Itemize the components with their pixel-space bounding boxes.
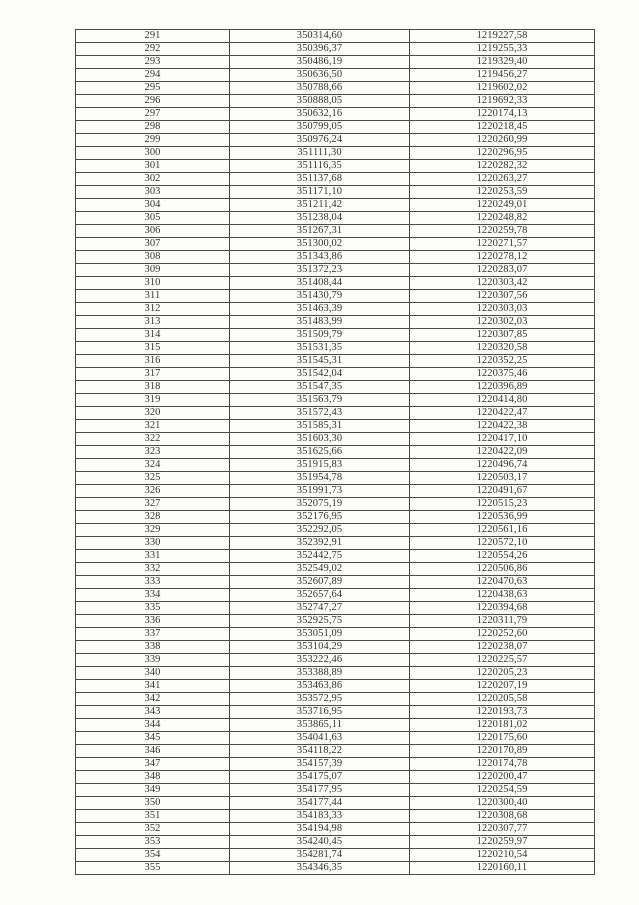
- point-number-cell: 349: [76, 784, 230, 797]
- y-coordinate-cell: 1220174,13: [410, 108, 595, 121]
- table-row: [76, 264, 595, 277]
- table-row: [76, 524, 595, 537]
- x-coordinate-cell: 352075,19: [230, 498, 410, 511]
- table-row: [76, 862, 595, 875]
- coordinate-table: [75, 29, 595, 875]
- point-number-cell: 294: [76, 69, 230, 82]
- point-number-cell: 344: [76, 719, 230, 732]
- point-number-cell: 311: [76, 290, 230, 303]
- y-coordinate-cell: 1220174,78: [410, 758, 595, 771]
- table-row: [76, 108, 595, 121]
- x-coordinate-cell: 352747,27: [230, 602, 410, 615]
- y-coordinate-cell: 1220225,57: [410, 654, 595, 667]
- x-coordinate-cell: 350486,19: [230, 56, 410, 69]
- y-coordinate-cell: 1219255,33: [410, 43, 595, 56]
- x-coordinate-cell: 352549,02: [230, 563, 410, 576]
- y-coordinate-cell: 1220278,12: [410, 251, 595, 264]
- table-row: [76, 277, 595, 290]
- y-coordinate-cell: 1219227,58: [410, 30, 595, 43]
- table-row: [76, 329, 595, 342]
- table-row: [76, 628, 595, 641]
- x-coordinate-cell: 353388,89: [230, 667, 410, 680]
- x-coordinate-cell: 351267,31: [230, 225, 410, 238]
- point-number-cell: 354: [76, 849, 230, 862]
- y-coordinate-cell: 1220248,82: [410, 212, 595, 225]
- x-coordinate-cell: 351408,44: [230, 277, 410, 290]
- x-coordinate-cell: 351343,86: [230, 251, 410, 264]
- y-coordinate-cell: 1220438,63: [410, 589, 595, 602]
- table-row: [76, 69, 595, 82]
- x-coordinate-cell: 351430,79: [230, 290, 410, 303]
- point-number-cell: 297: [76, 108, 230, 121]
- x-coordinate-cell: 351300,02: [230, 238, 410, 251]
- coordinate-table-body: [76, 30, 595, 875]
- point-number-cell: 314: [76, 329, 230, 342]
- point-number-cell: 320: [76, 407, 230, 420]
- point-number-cell: 306: [76, 225, 230, 238]
- y-coordinate-cell: 1220300,40: [410, 797, 595, 810]
- x-coordinate-cell: 354175,07: [230, 771, 410, 784]
- x-coordinate-cell: 354194,98: [230, 823, 410, 836]
- x-coordinate-cell: 351603,30: [230, 433, 410, 446]
- y-coordinate-cell: 1220302,03: [410, 316, 595, 329]
- table-row: [76, 160, 595, 173]
- point-number-cell: 353: [76, 836, 230, 849]
- x-coordinate-cell: 351483,99: [230, 316, 410, 329]
- point-number-cell: 316: [76, 355, 230, 368]
- x-coordinate-cell: 351137,68: [230, 173, 410, 186]
- table-row: [76, 654, 595, 667]
- y-coordinate-cell: 1220254,59: [410, 784, 595, 797]
- y-coordinate-cell: 1220263,27: [410, 173, 595, 186]
- x-coordinate-cell: 351372,23: [230, 264, 410, 277]
- table-row: [76, 199, 595, 212]
- x-coordinate-cell: 352607,89: [230, 576, 410, 589]
- x-coordinate-cell: 351563,79: [230, 394, 410, 407]
- point-number-cell: 348: [76, 771, 230, 784]
- point-number-cell: 300: [76, 147, 230, 160]
- y-coordinate-cell: 1219692,33: [410, 95, 595, 108]
- table-row: [76, 823, 595, 836]
- x-coordinate-cell: 352292,05: [230, 524, 410, 537]
- table-row: [76, 316, 595, 329]
- table-row: [76, 563, 595, 576]
- x-coordinate-cell: 354183,33: [230, 810, 410, 823]
- y-coordinate-cell: 1220554,26: [410, 550, 595, 563]
- point-number-cell: 352: [76, 823, 230, 836]
- y-coordinate-cell: 1220160,11: [410, 862, 595, 875]
- y-coordinate-cell: 1220536,99: [410, 511, 595, 524]
- point-number-cell: 310: [76, 277, 230, 290]
- y-coordinate-cell: 1220271,57: [410, 238, 595, 251]
- y-coordinate-cell: 1220417,10: [410, 433, 595, 446]
- point-number-cell: 347: [76, 758, 230, 771]
- x-coordinate-cell: 351585,31: [230, 420, 410, 433]
- x-coordinate-cell: 351463,39: [230, 303, 410, 316]
- y-coordinate-cell: 1220375,46: [410, 368, 595, 381]
- y-coordinate-cell: 1220207,19: [410, 680, 595, 693]
- point-number-cell: 339: [76, 654, 230, 667]
- point-number-cell: 330: [76, 537, 230, 550]
- y-coordinate-cell: 1220260,99: [410, 134, 595, 147]
- point-number-cell: 305: [76, 212, 230, 225]
- x-coordinate-cell: 351171,10: [230, 186, 410, 199]
- point-number-cell: 296: [76, 95, 230, 108]
- y-coordinate-cell: 1220470,63: [410, 576, 595, 589]
- y-coordinate-cell: 1220320,58: [410, 342, 595, 355]
- table-row: [76, 186, 595, 199]
- table-row: [76, 836, 595, 849]
- x-coordinate-cell: 350314,60: [230, 30, 410, 43]
- y-coordinate-cell: 1220506,86: [410, 563, 595, 576]
- x-coordinate-cell: 350788,66: [230, 82, 410, 95]
- y-coordinate-cell: 1220303,03: [410, 303, 595, 316]
- point-number-cell: 301: [76, 160, 230, 173]
- point-number-cell: 351: [76, 810, 230, 823]
- table-row: [76, 290, 595, 303]
- x-coordinate-cell: 352176,95: [230, 511, 410, 524]
- y-coordinate-cell: 1220561,16: [410, 524, 595, 537]
- x-coordinate-cell: 350632,16: [230, 108, 410, 121]
- point-number-cell: 302: [76, 173, 230, 186]
- y-coordinate-cell: 1220572,10: [410, 537, 595, 550]
- x-coordinate-cell: 351545,31: [230, 355, 410, 368]
- y-coordinate-cell: 1220503,17: [410, 472, 595, 485]
- x-coordinate-cell: 351111,30: [230, 147, 410, 160]
- table-row: [76, 576, 595, 589]
- x-coordinate-cell: 350976,24: [230, 134, 410, 147]
- point-number-cell: 319: [76, 394, 230, 407]
- table-row: [76, 82, 595, 95]
- y-coordinate-cell: 1220394,68: [410, 602, 595, 615]
- point-number-cell: 293: [76, 56, 230, 69]
- table-row: [76, 537, 595, 550]
- y-coordinate-cell: 1220352,25: [410, 355, 595, 368]
- x-coordinate-cell: 351991,73: [230, 485, 410, 498]
- table-row: [76, 433, 595, 446]
- table-row: [76, 212, 595, 225]
- y-coordinate-cell: 1220218,45: [410, 121, 595, 134]
- table-row: [76, 745, 595, 758]
- x-coordinate-cell: 351509,79: [230, 329, 410, 342]
- y-coordinate-cell: 1220307,56: [410, 290, 595, 303]
- table-row: [76, 368, 595, 381]
- x-coordinate-cell: 352925,75: [230, 615, 410, 628]
- y-coordinate-cell: 1220307,85: [410, 329, 595, 342]
- table-row: [76, 550, 595, 563]
- y-coordinate-cell: 1220252,60: [410, 628, 595, 641]
- table-row: [76, 420, 595, 433]
- y-coordinate-cell: 1220170,89: [410, 745, 595, 758]
- x-coordinate-cell: 354177,44: [230, 797, 410, 810]
- y-coordinate-cell: 1220193,73: [410, 706, 595, 719]
- table-row: [76, 589, 595, 602]
- table-row: [76, 810, 595, 823]
- point-number-cell: 327: [76, 498, 230, 511]
- point-number-cell: 295: [76, 82, 230, 95]
- point-number-cell: 326: [76, 485, 230, 498]
- x-coordinate-cell: 354041,63: [230, 732, 410, 745]
- x-coordinate-cell: 350636,50: [230, 69, 410, 82]
- table-row: [76, 303, 595, 316]
- y-coordinate-cell: 1220303,42: [410, 277, 595, 290]
- table-row: [76, 407, 595, 420]
- table-row: [76, 641, 595, 654]
- table-row: [76, 43, 595, 56]
- x-coordinate-cell: 354157,39: [230, 758, 410, 771]
- point-number-cell: 329: [76, 524, 230, 537]
- y-coordinate-cell: 1219456,27: [410, 69, 595, 82]
- point-number-cell: 343: [76, 706, 230, 719]
- y-coordinate-cell: 1220414,80: [410, 394, 595, 407]
- table-row: [76, 680, 595, 693]
- point-number-cell: 331: [76, 550, 230, 563]
- table-row: [76, 511, 595, 524]
- y-coordinate-cell: 1219329,40: [410, 56, 595, 69]
- y-coordinate-cell: 1219602,02: [410, 82, 595, 95]
- table-row: [76, 485, 595, 498]
- table-row: [76, 706, 595, 719]
- point-number-cell: 328: [76, 511, 230, 524]
- y-coordinate-cell: 1220496,74: [410, 459, 595, 472]
- y-coordinate-cell: 1220205,23: [410, 667, 595, 680]
- x-coordinate-cell: 351954,78: [230, 472, 410, 485]
- y-coordinate-cell: 1220307,77: [410, 823, 595, 836]
- table-row: [76, 446, 595, 459]
- table-row: [76, 251, 595, 264]
- point-number-cell: 335: [76, 602, 230, 615]
- point-number-cell: 312: [76, 303, 230, 316]
- y-coordinate-cell: 1220296,95: [410, 147, 595, 160]
- x-coordinate-cell: 353716,95: [230, 706, 410, 719]
- point-number-cell: 341: [76, 680, 230, 693]
- table-row: [76, 771, 595, 784]
- point-number-cell: 323: [76, 446, 230, 459]
- table-row: [76, 472, 595, 485]
- point-number-cell: 317: [76, 368, 230, 381]
- y-coordinate-cell: 1220210,54: [410, 849, 595, 862]
- x-coordinate-cell: 352442,75: [230, 550, 410, 563]
- table-row: [76, 56, 595, 69]
- y-coordinate-cell: 1220422,38: [410, 420, 595, 433]
- x-coordinate-cell: 353572,95: [230, 693, 410, 706]
- x-coordinate-cell: 351572,43: [230, 407, 410, 420]
- table-row: [76, 30, 595, 43]
- table-row: [76, 225, 595, 238]
- point-number-cell: 340: [76, 667, 230, 680]
- table-row: [76, 693, 595, 706]
- point-number-cell: 321: [76, 420, 230, 433]
- y-coordinate-cell: 1220422,09: [410, 446, 595, 459]
- table-row: [76, 381, 595, 394]
- table-row: [76, 602, 595, 615]
- x-coordinate-cell: 350396,37: [230, 43, 410, 56]
- x-coordinate-cell: 351625,66: [230, 446, 410, 459]
- x-coordinate-cell: 354118,22: [230, 745, 410, 758]
- y-coordinate-cell: 1220422,47: [410, 407, 595, 420]
- x-coordinate-cell: 354177,95: [230, 784, 410, 797]
- table-row: [76, 355, 595, 368]
- x-coordinate-cell: 351531,35: [230, 342, 410, 355]
- point-number-cell: 325: [76, 472, 230, 485]
- table-row: [76, 121, 595, 134]
- point-number-cell: 313: [76, 316, 230, 329]
- y-coordinate-cell: 1220259,97: [410, 836, 595, 849]
- table-row: [76, 498, 595, 511]
- y-coordinate-cell: 1220283,07: [410, 264, 595, 277]
- y-coordinate-cell: 1220205,58: [410, 693, 595, 706]
- table-row: [76, 797, 595, 810]
- x-coordinate-cell: 352657,64: [230, 589, 410, 602]
- y-coordinate-cell: 1220259,78: [410, 225, 595, 238]
- table-row: [76, 134, 595, 147]
- table-row: [76, 758, 595, 771]
- table-row: [76, 732, 595, 745]
- table-row: [76, 342, 595, 355]
- point-number-cell: 342: [76, 693, 230, 706]
- point-number-cell: 333: [76, 576, 230, 589]
- table-row: [76, 95, 595, 108]
- y-coordinate-cell: 1220181,02: [410, 719, 595, 732]
- y-coordinate-cell: 1220515,23: [410, 498, 595, 511]
- x-coordinate-cell: 353104,29: [230, 641, 410, 654]
- y-coordinate-cell: 1220396,89: [410, 381, 595, 394]
- point-number-cell: 299: [76, 134, 230, 147]
- x-coordinate-cell: 351116,35: [230, 160, 410, 173]
- x-coordinate-cell: 353051,09: [230, 628, 410, 641]
- table-row: [76, 615, 595, 628]
- point-number-cell: 324: [76, 459, 230, 472]
- table-row: [76, 719, 595, 732]
- x-coordinate-cell: 351915,83: [230, 459, 410, 472]
- y-coordinate-cell: 1220491,67: [410, 485, 595, 498]
- point-number-cell: 338: [76, 641, 230, 654]
- point-number-cell: 309: [76, 264, 230, 277]
- point-number-cell: 291: [76, 30, 230, 43]
- point-number-cell: 304: [76, 199, 230, 212]
- point-number-cell: 315: [76, 342, 230, 355]
- point-number-cell: 355: [76, 862, 230, 875]
- x-coordinate-cell: 353222,46: [230, 654, 410, 667]
- x-coordinate-cell: 352392,91: [230, 537, 410, 550]
- point-number-cell: 298: [76, 121, 230, 134]
- y-coordinate-cell: 1220238,07: [410, 641, 595, 654]
- point-number-cell: 346: [76, 745, 230, 758]
- point-number-cell: 308: [76, 251, 230, 264]
- y-coordinate-cell: 1220282,32: [410, 160, 595, 173]
- table-row: [76, 849, 595, 862]
- x-coordinate-cell: 350888,05: [230, 95, 410, 108]
- x-coordinate-cell: 354240,45: [230, 836, 410, 849]
- point-number-cell: 322: [76, 433, 230, 446]
- table-row: [76, 173, 595, 186]
- x-coordinate-cell: 351238,04: [230, 212, 410, 225]
- x-coordinate-cell: 351547,35: [230, 381, 410, 394]
- table-row: [76, 784, 595, 797]
- point-number-cell: 332: [76, 563, 230, 576]
- point-number-cell: 350: [76, 797, 230, 810]
- table-row: [76, 238, 595, 251]
- y-coordinate-cell: 1220253,59: [410, 186, 595, 199]
- table-row: [76, 459, 595, 472]
- y-coordinate-cell: 1220308,68: [410, 810, 595, 823]
- x-coordinate-cell: 354281,74: [230, 849, 410, 862]
- x-coordinate-cell: 351542,04: [230, 368, 410, 381]
- y-coordinate-cell: 1220175,60: [410, 732, 595, 745]
- x-coordinate-cell: 353463,86: [230, 680, 410, 693]
- table-row: [76, 147, 595, 160]
- x-coordinate-cell: 350799,05: [230, 121, 410, 134]
- table-row: [76, 394, 595, 407]
- y-coordinate-cell: 1220311,79: [410, 615, 595, 628]
- table-row: [76, 667, 595, 680]
- point-number-cell: 345: [76, 732, 230, 745]
- point-number-cell: 307: [76, 238, 230, 251]
- point-number-cell: 303: [76, 186, 230, 199]
- point-number-cell: 318: [76, 381, 230, 394]
- y-coordinate-cell: 1220200,47: [410, 771, 595, 784]
- point-number-cell: 337: [76, 628, 230, 641]
- x-coordinate-cell: 354346,35: [230, 862, 410, 875]
- point-number-cell: 292: [76, 43, 230, 56]
- x-coordinate-cell: 353865,11: [230, 719, 410, 732]
- point-number-cell: 336: [76, 615, 230, 628]
- y-coordinate-cell: 1220249,01: [410, 199, 595, 212]
- point-number-cell: 334: [76, 589, 230, 602]
- x-coordinate-cell: 351211,42: [230, 199, 410, 212]
